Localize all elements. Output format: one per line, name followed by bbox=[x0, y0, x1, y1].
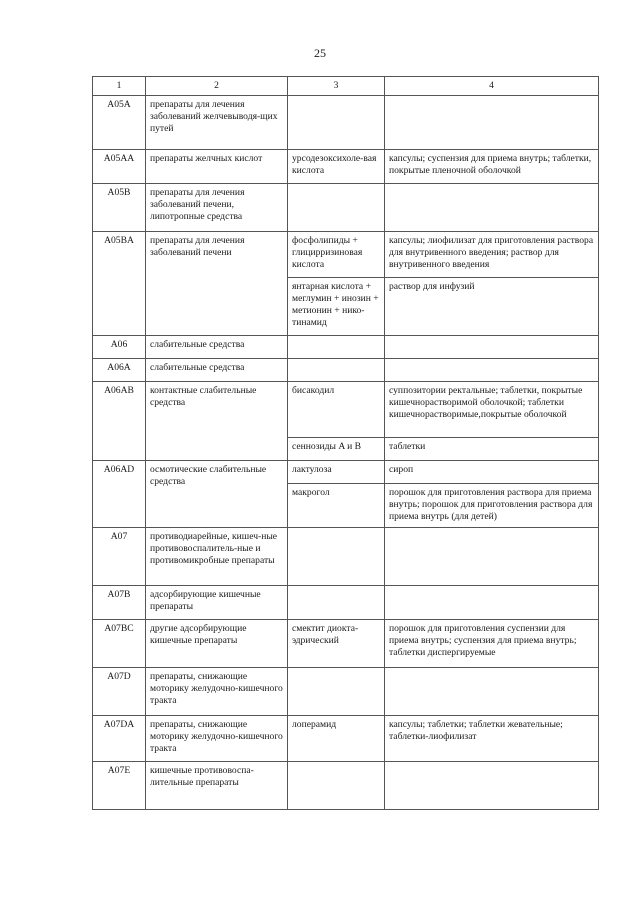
dosage-forms-cell bbox=[385, 96, 599, 150]
dosage-forms-cell: капсулы; суспензия для приема внутрь; таблетки, покрытые пленочной оболочкой bbox=[385, 150, 599, 184]
dosage-forms-cell bbox=[385, 762, 599, 810]
dosage-forms-cell bbox=[385, 184, 599, 232]
group-name-cell: слабительные средства bbox=[146, 359, 288, 382]
drug-table bbox=[92, 76, 599, 810]
dosage-forms-cell bbox=[385, 668, 599, 716]
atc-code-cell: A07D bbox=[93, 668, 146, 716]
group-name-cell: контактные слабительные средства bbox=[146, 382, 288, 461]
substance-cell bbox=[288, 336, 385, 359]
dosage-forms-cell: раствор для инфузий bbox=[385, 278, 599, 336]
substance-cell bbox=[288, 762, 385, 810]
dosage-forms-cell: таблетки bbox=[385, 438, 599, 461]
table-row bbox=[93, 382, 599, 438]
atc-code-cell: A06AD bbox=[93, 461, 146, 528]
group-name-cell: осмотические слабительные средства bbox=[146, 461, 288, 528]
dosage-forms-cell bbox=[385, 528, 599, 586]
group-name-cell: противодиарейные, кишеч-ные противовоспалитель-ные и противомикробные препараты bbox=[146, 528, 288, 586]
substance-cell: янтарная кислота + меглумин + инозин + метионин + нико-тинамид bbox=[288, 278, 385, 336]
substance-cell: урсодезоксихоле-вая кислота bbox=[288, 150, 385, 184]
substance-cell bbox=[288, 668, 385, 716]
header-col-4: 4 bbox=[385, 77, 599, 96]
atc-code-cell: A05B bbox=[93, 184, 146, 232]
table-row bbox=[93, 359, 599, 382]
group-name-cell: адсорбирующие кишечные препараты bbox=[146, 586, 288, 620]
substance-cell bbox=[288, 359, 385, 382]
table-body bbox=[93, 96, 599, 810]
table-row bbox=[93, 96, 599, 150]
table-row bbox=[93, 586, 599, 620]
dosage-forms-cell bbox=[385, 359, 599, 382]
dosage-forms-cell: порошок для приготовления раствора для приема внутрь; порошок для приготовления раствора для приема внутрь (для детей) bbox=[385, 484, 599, 528]
dosage-forms-cell: капсулы; лиофилизат для приготовления раствора для внутривенного введения; раствор для внутривенного введения bbox=[385, 232, 599, 278]
group-name-cell: препараты для лечения заболеваний печени bbox=[146, 232, 288, 336]
atc-code-cell: A07BC bbox=[93, 620, 146, 668]
dosage-forms-cell bbox=[385, 336, 599, 359]
header-row bbox=[93, 77, 599, 96]
group-name-cell: кишечные противовоспа-лительные препараты bbox=[146, 762, 288, 810]
page-number: 25 bbox=[314, 46, 326, 60]
table-row bbox=[93, 762, 599, 810]
group-name-cell: препараты, снижающие моторику желудочно-кишечного тракта bbox=[146, 668, 288, 716]
atc-code-cell: A07B bbox=[93, 586, 146, 620]
substance-cell bbox=[288, 586, 385, 620]
dosage-forms-cell: суппозитории ректальные; таблетки, покрытые кишечнорастворимой оболочкой; таблетки кишечнорастворимые,покрытые оболочкой bbox=[385, 382, 599, 438]
table-row bbox=[93, 461, 599, 484]
table-row bbox=[93, 232, 599, 278]
group-name-cell: препараты, снижающие моторику желудочно-кишечного тракта bbox=[146, 716, 288, 762]
table-row bbox=[93, 668, 599, 716]
atc-code-cell: A05A bbox=[93, 96, 146, 150]
substance-cell bbox=[288, 96, 385, 150]
atc-code-cell: A06A bbox=[93, 359, 146, 382]
dosage-forms-cell bbox=[385, 586, 599, 620]
header-col-3: 3 bbox=[288, 77, 385, 96]
header-col-1: 1 bbox=[93, 77, 146, 96]
table-row bbox=[93, 716, 599, 762]
substance-cell: макрогол bbox=[288, 484, 385, 528]
atc-code-cell: A05BA bbox=[93, 232, 146, 336]
substance-cell: лактулоза bbox=[288, 461, 385, 484]
group-name-cell: другие адсорбирующие кишечные препараты bbox=[146, 620, 288, 668]
substance-cell bbox=[288, 184, 385, 232]
table-row bbox=[93, 336, 599, 359]
atc-code-cell: A07E bbox=[93, 762, 146, 810]
atc-code-cell: A05AA bbox=[93, 150, 146, 184]
group-name-cell: препараты для лечения заболеваний печени, липотропные средства bbox=[146, 184, 288, 232]
atc-code-cell: A06 bbox=[93, 336, 146, 359]
dosage-forms-cell: капсулы; таблетки; таблетки жевательные; таблетки-лиофилизат bbox=[385, 716, 599, 762]
header-col-2: 2 bbox=[146, 77, 288, 96]
table-row bbox=[93, 620, 599, 668]
group-name-cell: слабительные средства bbox=[146, 336, 288, 359]
substance-cell: фосфолипиды + глицирризиновая кислота bbox=[288, 232, 385, 278]
substance-cell: смектит диокта-эдрический bbox=[288, 620, 385, 668]
dosage-forms-cell: порошок для приготовления суспензии для приема внутрь; суспензия для приема внутрь; таблетки диспергируемые bbox=[385, 620, 599, 668]
atc-code-cell: A07DA bbox=[93, 716, 146, 762]
group-name-cell: препараты желчных кислот bbox=[146, 150, 288, 184]
dosage-forms-cell: сироп bbox=[385, 461, 599, 484]
table-header bbox=[93, 77, 599, 96]
substance-cell: сеннозиды A и B bbox=[288, 438, 385, 461]
substance-cell bbox=[288, 528, 385, 586]
substance-cell: лоперамид bbox=[288, 716, 385, 762]
table-row bbox=[93, 528, 599, 586]
atc-code-cell: A06AB bbox=[93, 382, 146, 461]
table-row bbox=[93, 184, 599, 232]
substance-cell: бисакодил bbox=[288, 382, 385, 438]
atc-code-cell: A07 bbox=[93, 528, 146, 586]
table-row bbox=[93, 150, 599, 184]
group-name-cell: препараты для лечения заболеваний желчевыводя-щих путей bbox=[146, 96, 288, 150]
